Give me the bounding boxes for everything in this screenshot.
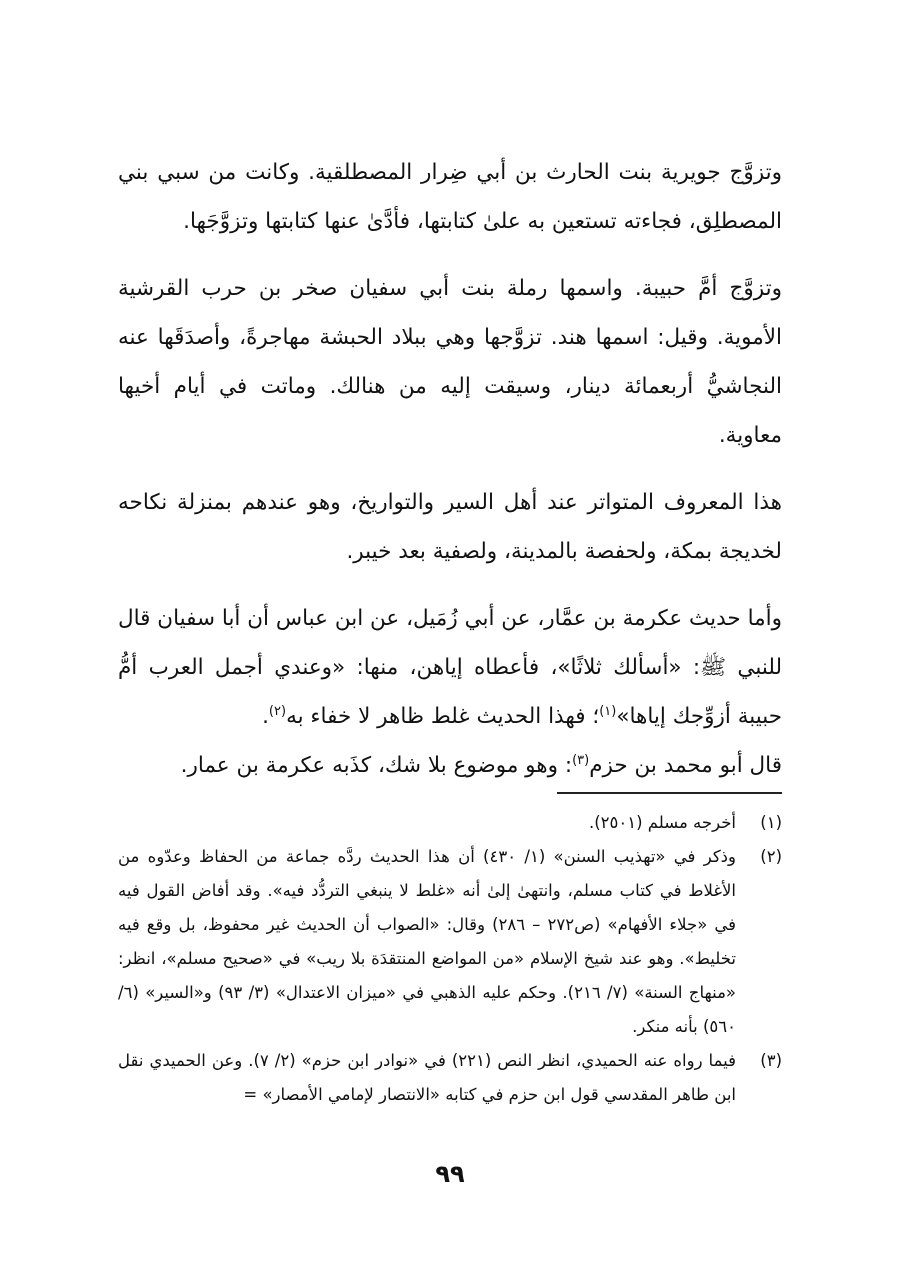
footnote-ref-3[interactable]: (٣) <box>572 752 590 768</box>
ikrima-hadith-text: وأما حديث عكرمة بن عمَّار، عن أبي زُمَيل، عن ابن عباس أن أبا سفيان قال للنبي ﷺ: «أسألك ثلاثًا»، فأعطاه إياهن، منها: «وعندي أجمل العرب أمُّ حبيبة أزوِّجك إياها» <box>118 606 782 729</box>
ikrima-hadith-verdict: ؛ فهذا الحديث غلط ظاهر لا خفاء به <box>286 704 600 729</box>
footnote-number: (٣) <box>760 1051 782 1070</box>
page-number: ٩٩ <box>435 1160 465 1188</box>
main-text <box>118 148 782 790</box>
footnote-ref-2[interactable]: (٢) <box>268 703 287 719</box>
paragraph-ibn-hazm <box>118 741 782 790</box>
footnote-1 <box>118 806 782 840</box>
footnote-2 <box>118 840 782 1044</box>
footnote-text: فيما رواه عنه الحميدي، انظر النص (٢٢١) في «نوادر ابن حزم» (٢/ ٧). وعن الحميدي نقل ابن طاهر المقدسي قول ابن حزم في كتابه «الانتصار لإمامي الأمصار» = <box>118 1051 736 1104</box>
footnote-number: (٢) <box>760 847 782 866</box>
paragraph-mutawatir: هذا المعروف المتواتر عند أهل السير والتواريخ، وهو عندهم بمنزلة نكاحه لخديجة بمكة، ولحفصة بالمدينة، ولصفية بعد خيبر. <box>118 490 782 564</box>
footnote-text: أخرجه مسلم (٢٥٠١). <box>588 813 736 832</box>
ibn-hazm-intro: قال أبو محمد بن حزم <box>589 753 782 778</box>
paragraph-juwayriya: وتزوَّج جويرية بنت الحارث بن أبي ضِرار المصطلقية. وكانت من سبي بني المصطلِق، فجاءته تستعين به علىٰ كتابتها، فأدَّىٰ عنها كتابتها وتزوَّجَها. <box>118 160 782 234</box>
footnotes <box>118 806 782 1112</box>
footnote-ref-1[interactable]: (١) <box>599 703 617 719</box>
ibn-hazm-quote: : وهو موضوع بلا شك، كذَبه عكرمة بن عمار. <box>180 753 573 778</box>
footnote-3 <box>118 1044 782 1112</box>
footnote-separator <box>557 792 782 794</box>
footnote-text: وذكر في «تهذيب السنن» (١/ ٤٣٠) أن هذا الحديث ردَّه جماعة من الحفاظ وعدّوه من الأغلاط في كتاب مسلم، وانتهىٰ إلىٰ أنه «غلط لا ينبغي التردُّد فيه». وقد أفاض القول فيه في «جلاء الأفهام» (ص٢٧٢ – ٢٨٦) وقال: «الصواب أن الحديث غير محفوظ، بل وقع فيه تخليط». وهو عند شيخ الإسلام «من المواضع المنتقدَة بلا ريب» في «صحيح مسلم»، انظر: «منهاج السنة» (٧/ ٢١٦). وحكم عليه الذهبي في «ميزان الاعتدال» (٣/ ٩٣) و«السير» (٦/ ٥٦٠) بأنه منكر. <box>118 847 736 1036</box>
paragraph-ikrima-hadith <box>118 594 782 741</box>
paragraph-umm-habiba: وتزوَّج أمَّ حبيبة. واسمها رملة بنت أبي سفيان صخر بن حرب القرشية الأموية. وقيل: اسمها هند. تزوَّجها وهي ببلاد الحبشة مهاجرةً، وأصدَقَها عنه النجاشيُّ أربعمائة دينار، وسيقت إليه من هنالك. وماتت في أيام أخيها معاوية. <box>118 276 782 448</box>
footnote-number: (١) <box>760 813 782 832</box>
ikrima-hadith-end: . <box>262 704 269 729</box>
